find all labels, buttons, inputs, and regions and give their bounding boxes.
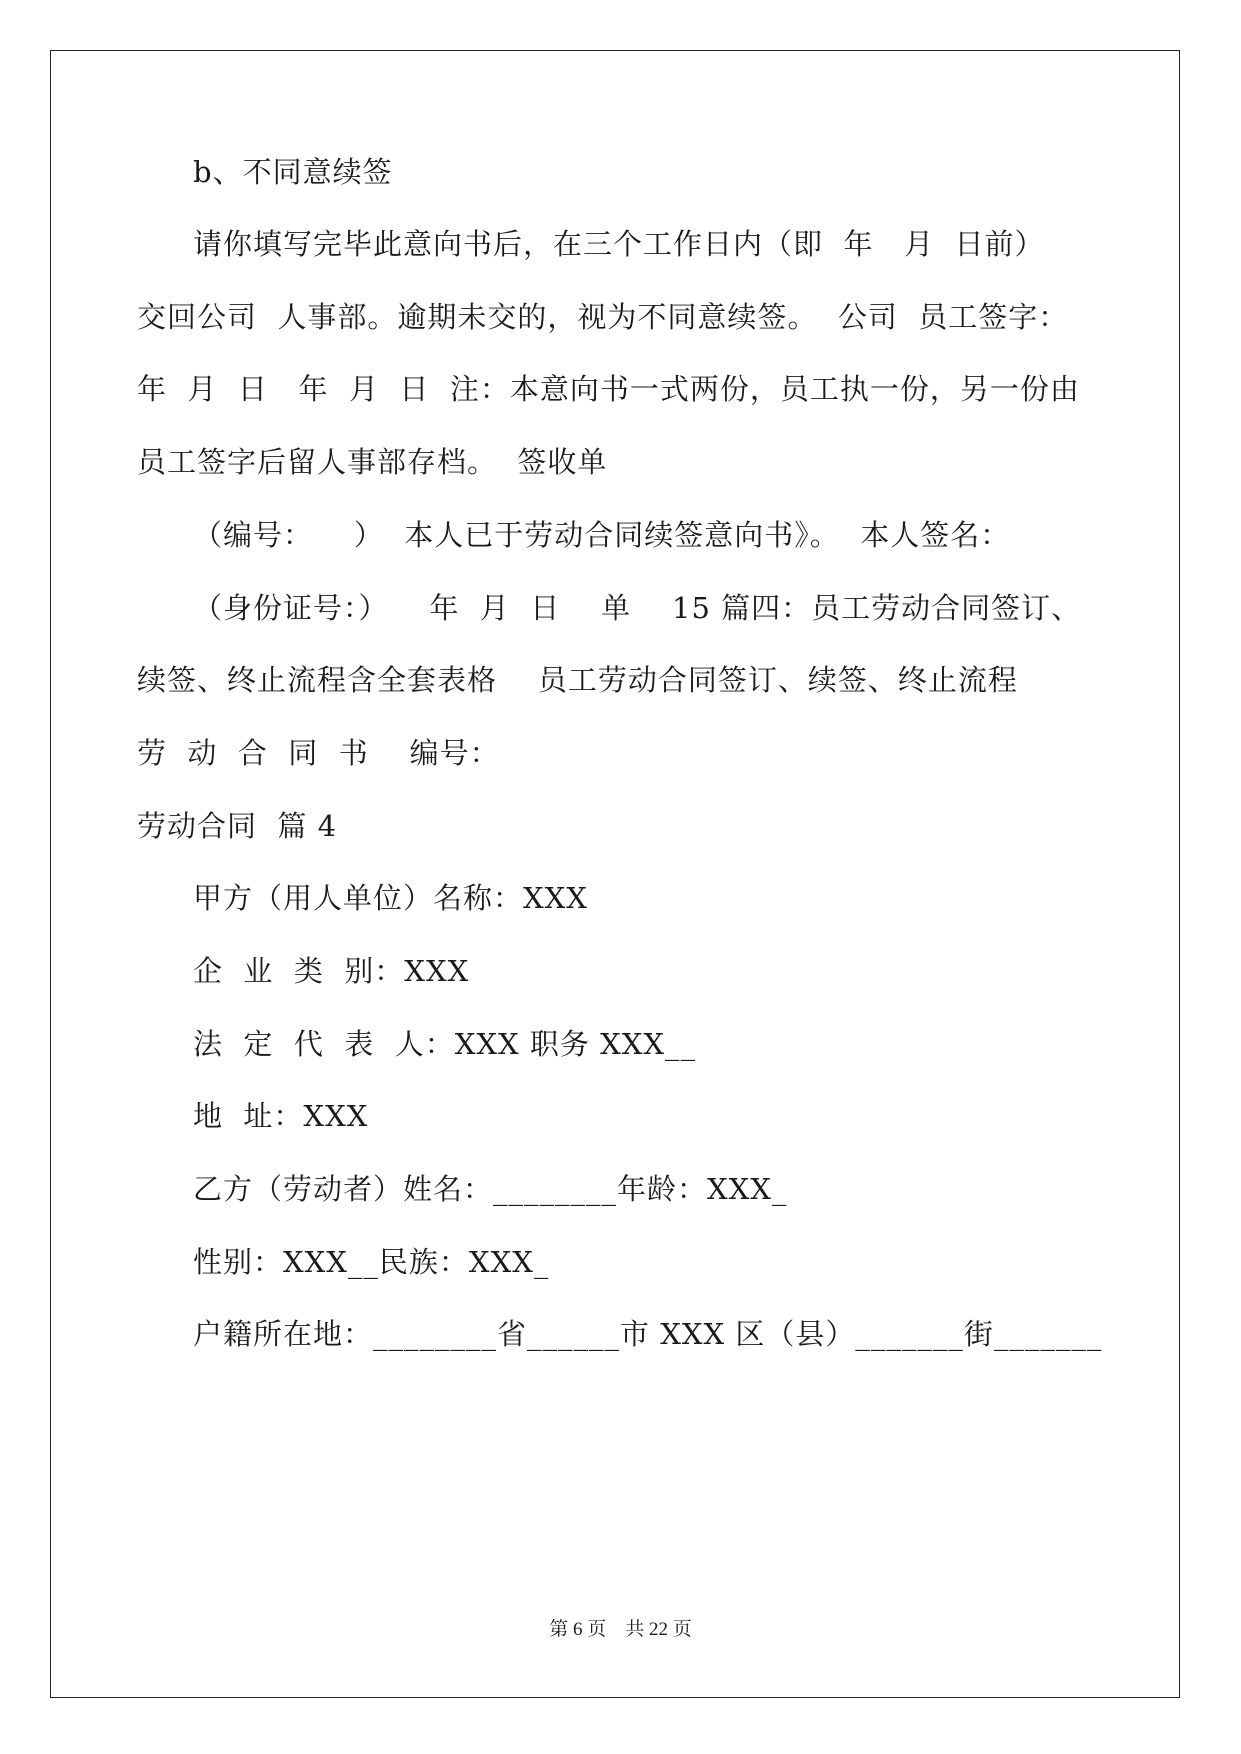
instruction-line-1: 请你填写完毕此意向书后，在三个工作日内（即 年 月 日前）	[193, 227, 1045, 261]
instruction-line-3: 年 月 日 年 月 日 注：本意向书一式两份，员工执一份，另一份由	[137, 372, 1080, 406]
footer-gap	[606, 1619, 625, 1640]
page-border	[50, 50, 1180, 1698]
contract-book-line: 劳 动 合 同 书 编号：	[137, 736, 500, 770]
party-a-name-line: 甲方（用人单位）名称：XXX	[193, 881, 588, 915]
instruction-line-2: 交回公司 人事部。逾期未交的，视为不同意续签。 公司 员工签字：	[137, 300, 1069, 334]
page-number: 第 6 页	[549, 1619, 607, 1640]
option-b-line: b、不同意续签	[193, 155, 393, 189]
id-number-line: （身份证号：） 年 月 日 单 15 篇四：员工劳动合同签订、	[193, 591, 1082, 625]
gender-ethnicity-line: 性别：XXX__民族：XXX_	[193, 1245, 550, 1279]
enterprise-type-line: 企 业 类 别：XXX	[193, 954, 470, 988]
receipt-number-line: （编号： ） 本人已于劳动合同续签意向书》。 本人签名：	[193, 518, 1011, 552]
party-b-name-line: 乙方（劳动者）姓名：________年龄：XXX_	[193, 1172, 788, 1206]
process-title-line: 续签、终止流程含全套表格 员工劳动合同签订、续签、终止流程	[137, 663, 1018, 697]
legal-representative-line: 法 定 代 表 人：XXX 职务 XXX__	[193, 1027, 697, 1061]
address-line: 地 址：XXX	[193, 1099, 369, 1133]
instruction-line-4: 员工签字后留人事部存档。 签收单	[137, 445, 608, 479]
page-footer	[0, 1618, 1241, 1642]
total-pages: 共 22 页	[625, 1619, 692, 1640]
household-registration-line: 户籍所在地：________省______市 XXX 区（县）_______街_______	[193, 1317, 1103, 1351]
section-heading: 劳动合同 篇 4	[137, 809, 338, 843]
